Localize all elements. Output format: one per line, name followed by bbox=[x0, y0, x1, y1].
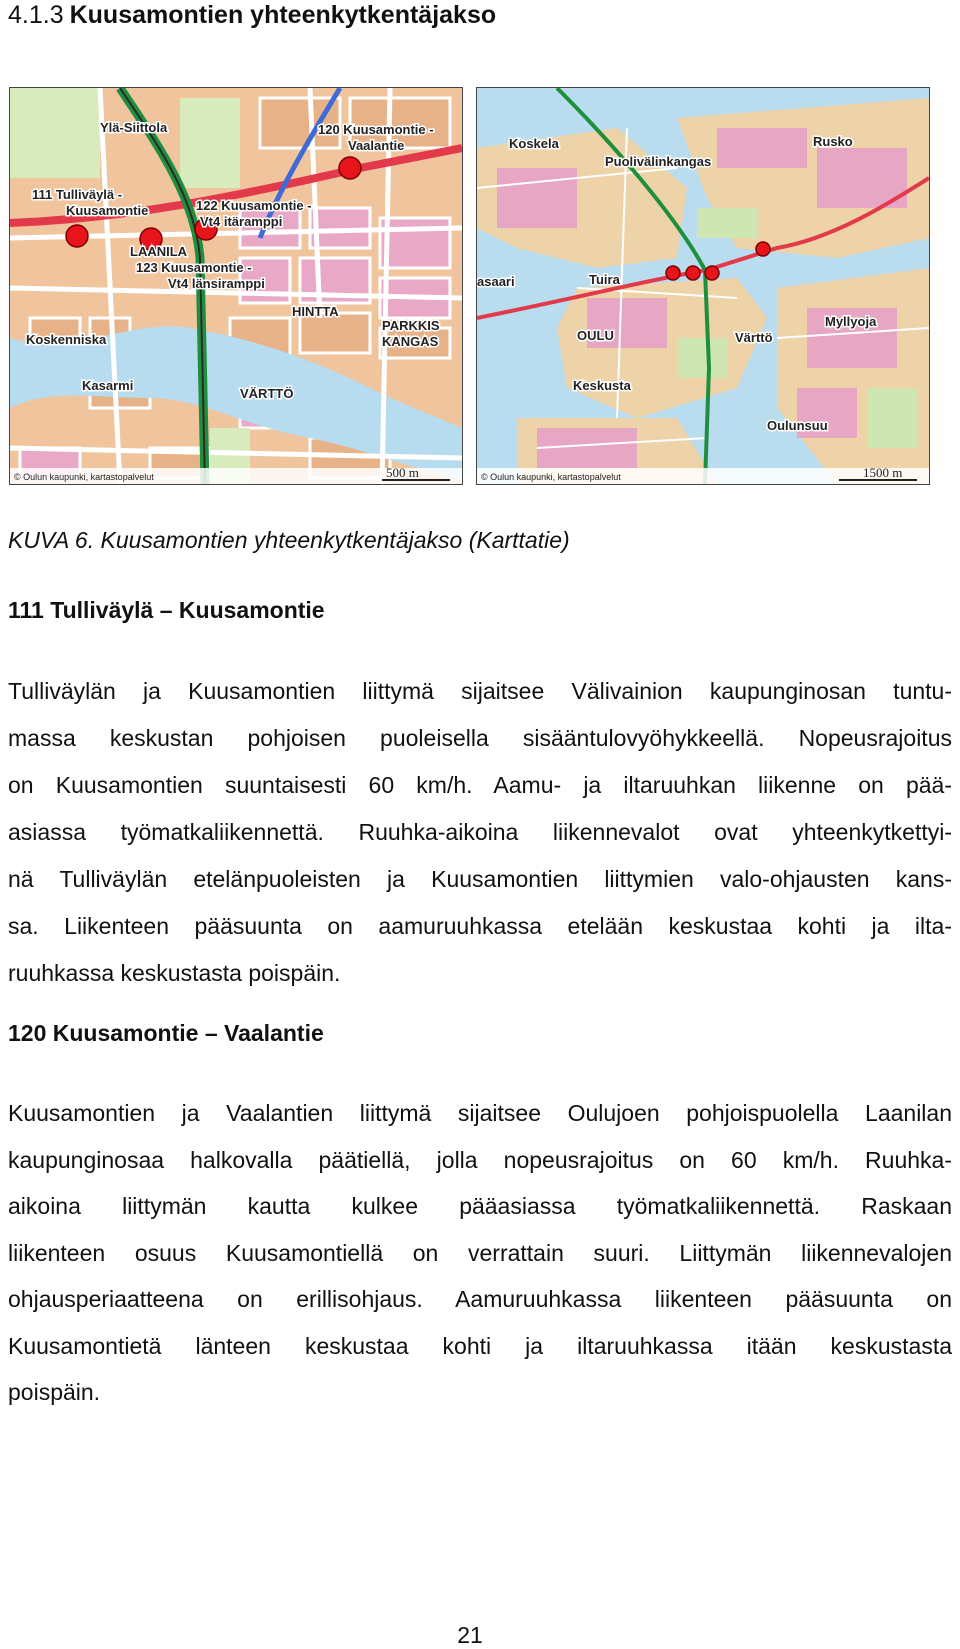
subsection-title-120: 120 Kuusamontie – Vaalantie bbox=[8, 1020, 324, 1046]
paragraph-line: poispäin. bbox=[8, 1379, 101, 1405]
label-parkkis: PARKKIS bbox=[382, 318, 440, 333]
scale-label: 500 m bbox=[386, 465, 419, 480]
intersection-123 bbox=[686, 266, 700, 280]
paragraph-line: kaupunginosaa halkovalla päätiellä, jolla nopeusrajoitus on 60 km/h. Ruuhka- bbox=[8, 1146, 952, 1173]
section-title: Kuusamontien yhteenkytkentäjakso bbox=[69, 1, 497, 29]
label-laanila: LAANILA bbox=[130, 244, 188, 259]
paragraph-line: Kuusamontietä länteen keskustaa kohti ja iltaruuhkassa itään keskustasta bbox=[8, 1332, 952, 1359]
detail-map bbox=[9, 87, 463, 485]
label-120-line2: Vaalantie bbox=[348, 138, 405, 153]
label-122-line2: Vt4 itäramppi bbox=[200, 214, 283, 229]
map-credit: © Oulun kaupunki, kartastopalvelut bbox=[14, 472, 154, 482]
paragraph-111 bbox=[8, 668, 952, 997]
label-saari: asaari bbox=[477, 274, 515, 289]
paragraph-line: ohjausperiaatteena on erillisohjaus. Aamuruuhkassa liikenteen pääsuunta on bbox=[8, 1286, 952, 1312]
paragraph-line: massa keskustan pohjoisen puoleisella sisääntulovyöhykkeellä. Nopeusrajoitus bbox=[8, 725, 952, 751]
label-tuira: Tuira bbox=[589, 272, 620, 287]
label-puolivalinkangas: Puolivälinkangas bbox=[605, 154, 712, 169]
label-120-line1: 120 Kuusamontie - bbox=[318, 122, 434, 137]
paragraph-line: Tulliväylän ja Kuusamontien liittymä sijaitsee Välivainion kaupunginosan tuntu- bbox=[8, 678, 952, 704]
page-number: 21 bbox=[457, 1622, 483, 1648]
overview-map bbox=[476, 87, 930, 485]
label-vartto: Värttö bbox=[735, 330, 773, 345]
label-122-line1: 122 Kuusamontie - bbox=[196, 198, 312, 213]
intersection-122 bbox=[705, 266, 719, 280]
scale-label: 1500 m bbox=[863, 465, 903, 480]
label-koskenniska: Koskenniska bbox=[26, 332, 107, 347]
section-number: 4.1.3 bbox=[8, 1, 64, 29]
intersection-120 bbox=[756, 242, 770, 256]
label-myllyoja: Myllyoja bbox=[825, 314, 877, 329]
label-kasarmi: Kasarmi bbox=[82, 378, 134, 393]
section-heading bbox=[8, 0, 496, 30]
paragraph-line: ruuhkassa keskustasta poispäin. bbox=[8, 960, 341, 986]
subsection-title-111: 111 Tulliväylä – Kuusamontie bbox=[8, 597, 325, 623]
label-keskusta: Keskusta bbox=[573, 378, 631, 393]
label-rusko: Rusko bbox=[813, 134, 853, 149]
label-hintta: HINTTA bbox=[292, 304, 339, 319]
map-credit: © Oulun kaupunki, kartastopalvelut bbox=[481, 472, 621, 482]
intersection-120 bbox=[339, 157, 361, 179]
label-oulunsuu: Oulunsuu bbox=[767, 418, 828, 433]
paragraph-line: aikoina liittymän kautta kulkee pääasiassa työmatkaliikennettä. Raskaan bbox=[8, 1193, 952, 1219]
label-111-line2: Kuusamontie bbox=[66, 203, 149, 218]
paragraph-line: asiassa työmatkaliikennettä. Ruuhka-aikoina liikennevalot ovat yhteenkytkettyi- bbox=[8, 819, 952, 845]
label-oulu: OULU bbox=[577, 328, 614, 343]
label-111-line1: 111 Tulliväylä - bbox=[32, 187, 123, 202]
label-123-line2: Vt4 länsiramppi bbox=[168, 276, 265, 291]
label-vartto: VÄRTTÖ bbox=[240, 386, 294, 401]
label-kangas: KANGAS bbox=[382, 334, 439, 349]
paragraph-line: liikenteen osuus Kuusamontiellä on verrattain suuri. Liittymän liikennevalojen bbox=[8, 1239, 952, 1266]
paragraph-line: sa. Liikenteen pääsuunta on aamuruuhkassa etelään keskustaa kohti ja ilta- bbox=[8, 913, 952, 939]
label-koskela: Koskela bbox=[509, 136, 559, 151]
figure-caption: KUVA 6. Kuusamontien yhteenkytkentäjakso (Karttatie) bbox=[8, 527, 570, 553]
label-123-line1: 123 Kuusamontie - bbox=[136, 260, 252, 275]
paragraph-line: on Kuusamontien suuntaisesti 60 km/h. Aamu- ja iltaruuhkan liikenne on pää- bbox=[8, 772, 952, 798]
label-yla-siittola: Ylä-Siittola bbox=[100, 120, 168, 135]
intersection-111 bbox=[66, 225, 88, 247]
paragraph-line: nä Tulliväylän etelänpuoleisten ja Kuusamontien liittymien valo-ohjausten kans- bbox=[8, 866, 952, 892]
intersection-111 bbox=[666, 266, 680, 280]
paragraph-line: Kuusamontien ja Vaalantien liittymä sijaitsee Oulujoen pohjoispuolella Laanilan bbox=[8, 1100, 952, 1126]
paragraph-120 bbox=[8, 1090, 952, 1416]
